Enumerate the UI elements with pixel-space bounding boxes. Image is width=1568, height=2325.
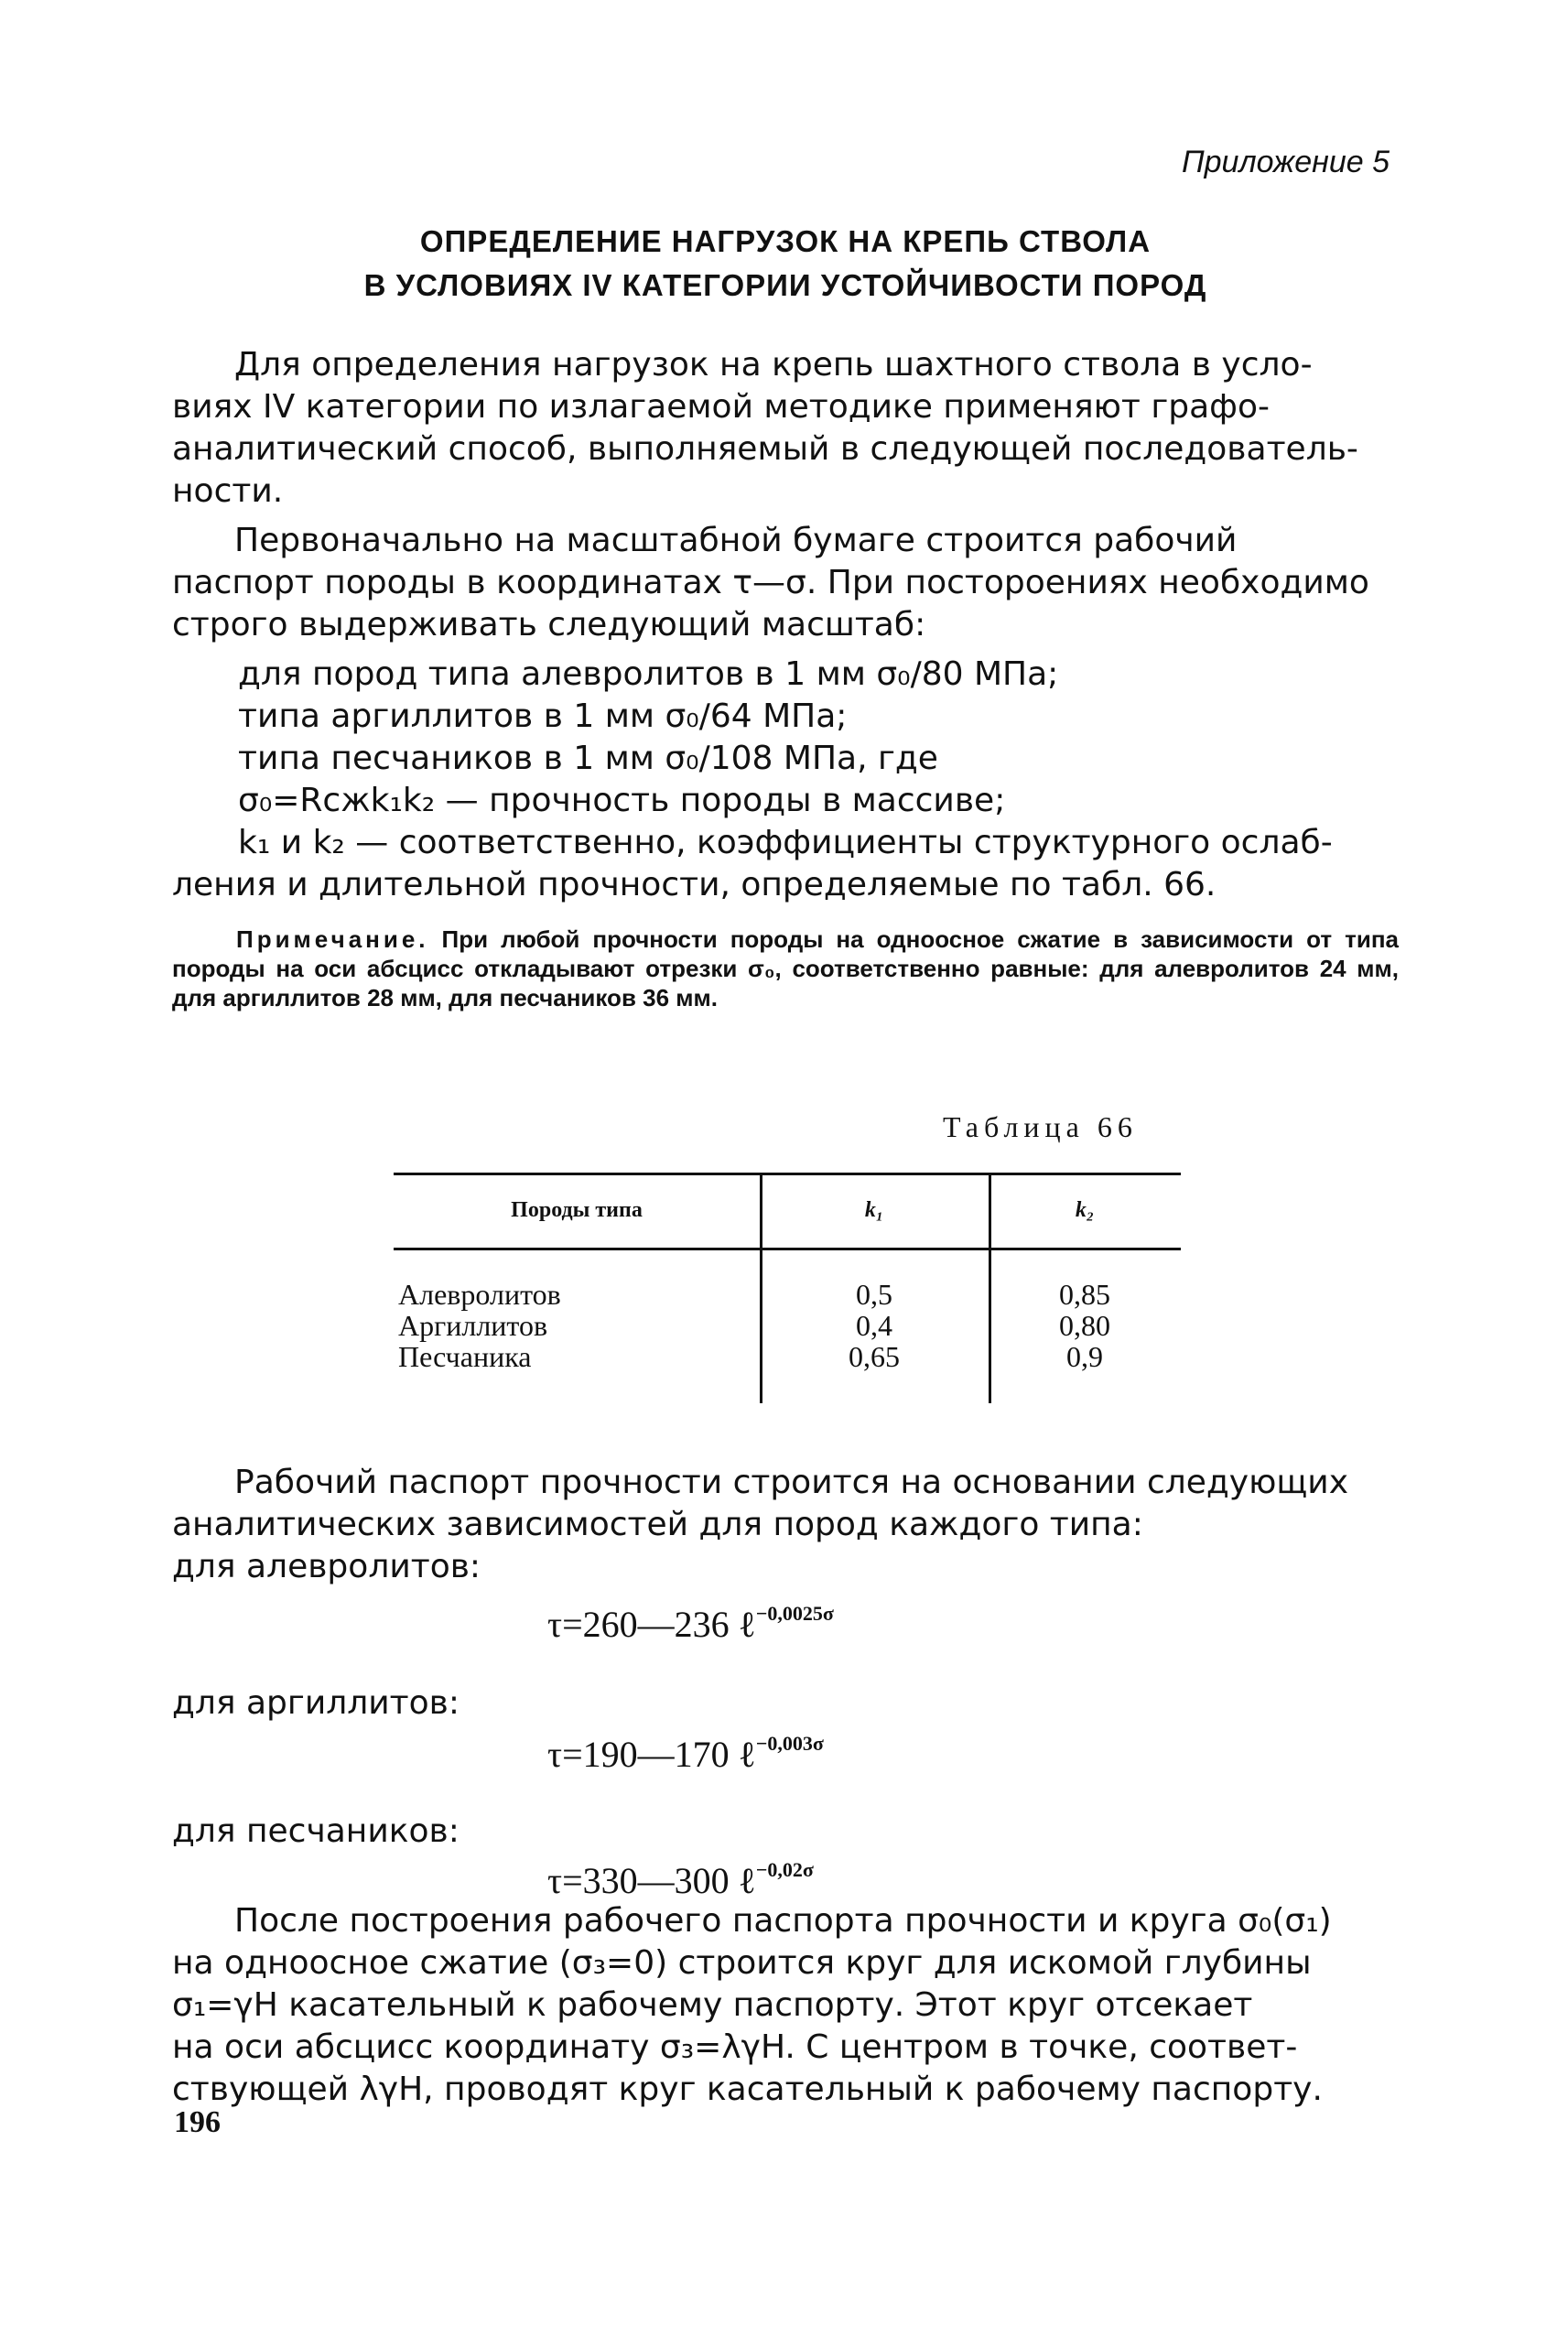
table-cell-rock-alevrolit: Алевролитов — [398, 1278, 561, 1311]
paragraph-2-line-2: паспорт породы в координатах τ—σ. При постороениях необходимо — [172, 564, 1369, 601]
formula-alevrolit — [547, 1602, 834, 1646]
formula-argillit — [547, 1732, 824, 1776]
paragraph-3-line-2: аналитических зависимостей для пород каждого типа: — [172, 1506, 1143, 1543]
scale-alevrolit: для пород типа алевролитов в 1 мм σ₀/80 МПа; — [238, 655, 1059, 693]
table-cell-k1-alevrolit: 0,5 — [856, 1278, 892, 1311]
paragraph-2 — [172, 520, 1399, 646]
label-peschanik: для песчаников: — [172, 1812, 460, 1850]
table-cell-rock-argillit: Аргиллитов — [398, 1309, 548, 1342]
formula-alevrolit-main: τ=260—236 ℓ — [547, 1604, 756, 1645]
paragraph-1-line-3: аналитический способ, выполняемый в следующей последователь- — [172, 430, 1358, 468]
paragraph-2-line-1: Первоначально на масштабной бумаге строится рабочий — [234, 522, 1238, 559]
formula-peschanik — [547, 1858, 814, 1902]
formula-peschanik-exponent: −0,02σ — [755, 1858, 814, 1881]
note-lead: Примечание. — [236, 925, 429, 953]
scale-peschanik: типа песчаников в 1 мм σ₀/108 МПа, где — [238, 740, 938, 777]
paragraph-1-line-2: виях IV категории по излагаемой методике применяют графо- — [172, 388, 1270, 426]
formula-argillit-exponent: −0,003σ — [755, 1732, 824, 1755]
formula-peschanik-main: τ=330—300 ℓ — [547, 1860, 756, 1901]
table-top-rule — [394, 1173, 1181, 1175]
k-definition-line-2: ления и длительной прочности, определяемые по табл. 66. — [172, 866, 1217, 903]
dependencies-intro — [172, 1462, 1399, 1588]
coefficients-table — [394, 1173, 1181, 1411]
paragraph-4 — [172, 1900, 1399, 2111]
table-header-k2: k₂ — [1075, 1198, 1095, 1222]
table-caption: Таблица 66 — [943, 1110, 1138, 1143]
paragraph-4-line-2: на одноосное сжатие (σ₃=0) строится круг для искомой глубины — [172, 1944, 1312, 1982]
k-definition-line-1: k₁ и k₂ — соответственно, коэффициенты структурного ослаб- — [238, 824, 1333, 861]
intro-section — [172, 344, 1399, 906]
page-title — [172, 220, 1399, 308]
page-number: 196 — [174, 2105, 221, 2139]
paragraph-4-line-3: σ₁=γH касательный к рабочему паспорту. Этот круг отсекает — [172, 1986, 1253, 2024]
paragraph-1 — [172, 344, 1399, 513]
paragraph-2-line-3: строго выдерживать следующий масштаб: — [172, 606, 926, 643]
title-line-2: В УСЛОВИЯХ IV КАТЕГОРИИ УСТОЙЧИВОСТИ ПОРОД — [363, 268, 1207, 302]
paragraph-4-line-5: ствующей λγH, проводят круг касательный к рабочему паспорту. — [172, 2071, 1323, 2108]
sigma-definition: σ₀=Rсжk₁k₂ — прочность породы в массиве; — [238, 782, 1006, 819]
table-cell-k2-peschanik: 0,9 — [1066, 1340, 1103, 1373]
title-line-1: ОПРЕДЕЛЕНИЕ НАГРУЗОК НА КРЕПЬ СТВОЛА — [419, 224, 1152, 258]
paragraph-3-line-1: Рабочий паспорт прочности строится на основании следующих — [234, 1464, 1349, 1501]
formula-argillit-main: τ=190—170 ℓ — [547, 1734, 756, 1775]
note-block — [172, 925, 1399, 1012]
table-cell-k1-argillit: 0,4 — [856, 1309, 892, 1342]
table-cell-k2-argillit: 0,80 — [1059, 1309, 1110, 1342]
label-argillit: для аргиллитов: — [172, 1684, 460, 1722]
paragraph-4-line-1: После построения рабочего паспорта прочности и круга σ₀(σ₁) — [234, 1902, 1332, 1940]
table-cell-k1-peschanik: 0,65 — [849, 1340, 900, 1373]
table-header-rock-type: Породы типа — [511, 1198, 643, 1222]
note-text: При любой прочности породы на одноосное сжатие в зависимости от типа породы на оси абсцисс откладывают отрезки σ₀, соответственно равные: для алевролитов 24 мм, для аргиллитов 28 мм, для песчаников 36 мм. — [172, 925, 1399, 1011]
table-header-k1: k₁ — [864, 1198, 884, 1222]
paragraph-4-line-4: на оси абсцисс координату σ₃=λγH. С центром в точке, соответ- — [172, 2028, 1298, 2066]
formula-alevrolit-exponent: −0,0025σ — [755, 1602, 834, 1625]
scale-argillit: типа аргиллитов в 1 мм σ₀/64 МПа; — [238, 698, 848, 735]
paragraph-1-line-4: ности. — [172, 472, 284, 510]
table-cell-rock-peschanik: Песчаника — [398, 1340, 532, 1373]
paragraph-1-line-1: Для определения нагрузок на крепь шахтного ствола в усло- — [234, 346, 1313, 384]
table-cell-k2-alevrolit: 0,85 — [1059, 1278, 1110, 1311]
table-header-rule — [394, 1248, 1181, 1250]
appendix-label: Приложение 5 — [1182, 145, 1390, 179]
paragraph-3-line-3: для алевролитов: — [172, 1548, 481, 1585]
